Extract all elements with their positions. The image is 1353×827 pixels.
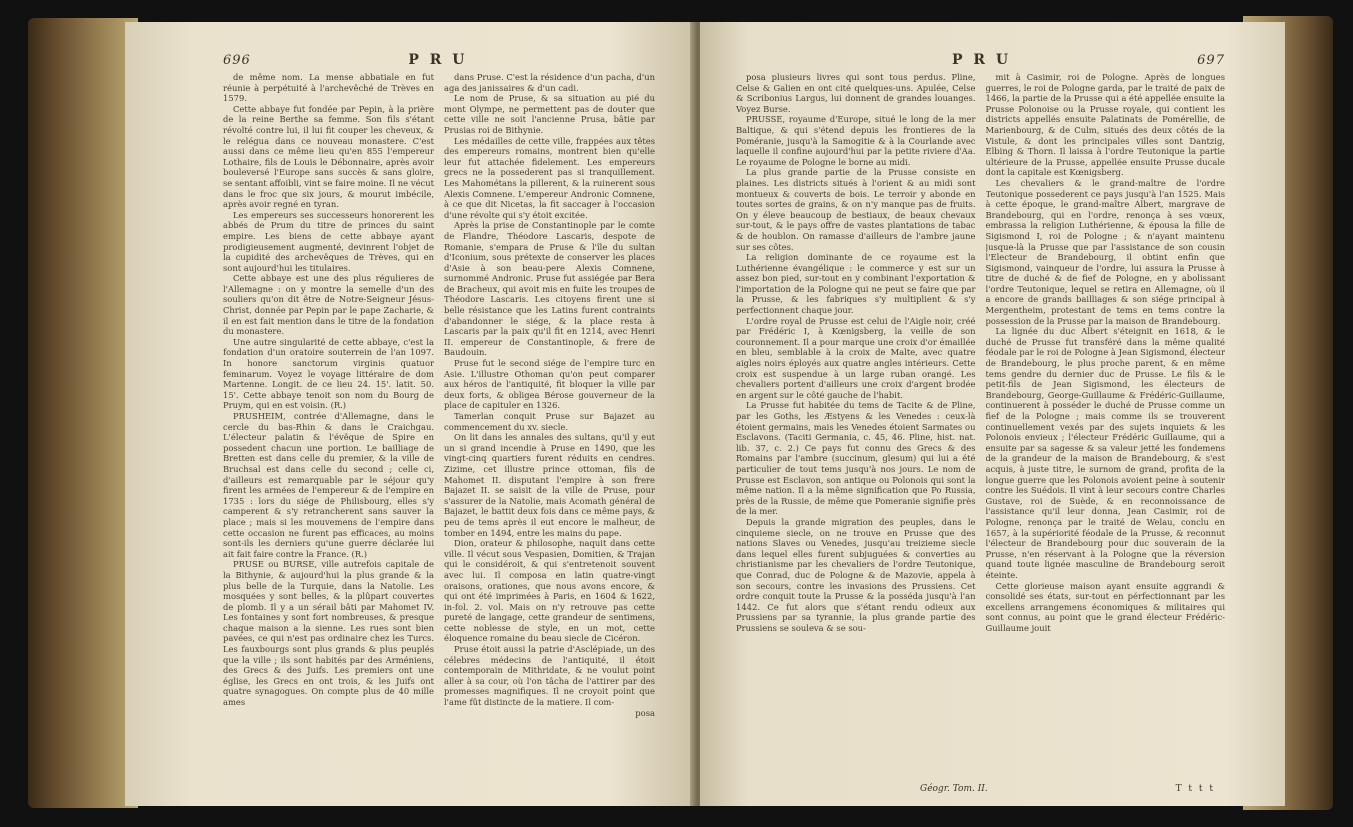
text-paragraph: PRUSSE, royaume d'Europe, situé le long de la mer Baltique, & qui s'étend depuis les frontieres de la Poméranie, jusqu'à la Samogitie & à la Courlande avec laquelle il confine aujourd'hui par la petite riviere d'Aa. Le royaume de Pologne le borne au midi. — [736, 114, 976, 167]
text-paragraph: La plus grande partie de la Prusse consiste en plaines. Les districts situés à l'orient & au midi sont montueux & couverts de bois. Le terroir y abonde en toutes sortes de grains, & on n'y manque pas de fruits. On y éleve beaucoup de bestiaux, de beaux chevaux sur-tout, & le pays offre de vastes plantations de tabac & de houblon. On ramasse d'ailleurs de l'ambre jaune sur ses côtes. — [736, 167, 976, 252]
left-column-1 — [223, 72, 434, 792]
left-page-number: 696 — [223, 53, 251, 68]
text-paragraph: Une autre singularité de cette abbaye, c'est la fondation d'un oratoire souterrein de l'an 1097. In honore sanctorum virginis quatuor feminarum. Voyez le voyage littéraire de dom Martenne. Longit. de ce lieu 24. 15'. latit. 50. 15'. Cette abbaye tenoit son nom du Bourg de Pruym, qui en est voisin. (R.) — [223, 336, 434, 411]
page-footer: Géogr. Tom. II. — [920, 784, 988, 794]
book-edge-left — [28, 18, 138, 808]
text-paragraph: Le nom de Pruse, & sa situation au pié du mont Olympe, ne permettent pas de douter que cette ville ne soit l'ancienne Prusa, bâtie par Prusias roi de Bithynie. — [444, 93, 655, 135]
text-paragraph: Depuis la grande migration des peuples, dans le cinquieme siecle, on ne trouve en Prusse que des nations Slaves ou Venedes, jusqu'au treizieme siecle dans lequel elles furent subjuguées & converties au christianisme par les chevaliers de l'ordre Teutonique, que Conrad, duc de Pologne & de Mazovie, appela à son secours, contre les invasions des Prussiens. Cet ordre conquit toute la Prusse & la posséda jusqu'à l'an 1442. Ce fut alors que s'étant rendu odieux aux Prussiens par sa tyrannie, la plus grande partie des Prussiens se souleva & se sou- — [736, 516, 976, 633]
text-paragraph: PRUSE ou BURSE, ville autrefois capitale de la Bithynie, & aujourd'hui la plus grande & la plus belle de la Turquie, dans la Natolie. Les mosquées y sont belles, & la plûpart couvertes de plomb. Il y a un sérail bâti par Mahomet IV. Les fontaines y sont fort nombreuses, & presque chaque maison a la sienne. Les rues sont bien pavées, ce qui n'est pas ordinaire chez les Turcs. Les fauxbourgs sont plus grands & plus peuplés que la ville ; ils sont habités par des Arméniens, des Grecs & des Juifs. Les premiers ont une église, les Grecs en ont trois, & les Juifs ont quatre synagogues. On compte plus de 40 mille ames — [223, 559, 434, 708]
text-paragraph: Les empereurs ses successeurs honorerent les abbés de Prum du titre de princes du saint empire. Les biens de cette abbaye ayant prodigieusement augmenté, devinrent l'objet de la cupidité des archevêques de Trèves, qui en sont aujourd'hui les titulaires. — [223, 209, 434, 273]
text-paragraph: Cette glorieuse maison ayant ensuite aggrandi & consolidé ses états, sur-tout en pérfectionnant par les excellens arrangemens économiques & militaires qui sont connus, au point que le grand électeur Frédéric-Guillaume jouit — [985, 580, 1225, 633]
left-running-head: P R U — [408, 52, 468, 68]
signature-mark: T t t t — [1175, 784, 1215, 794]
text-paragraph: Tamerlan conquit Pruse sur Bajazet au commencement du xv. siecle. — [444, 411, 655, 432]
catchword: posa — [635, 707, 655, 718]
text-paragraph: mit à Casimir, roi de Pologne. Après de longues guerres, le roi de Pologne garda, par le traité de paix de 1466, la partie de la Prusse qui a été appellée ensuite la Prusse Polonoise ou la Prusse royale, qui contient les districts appellés ensuite Palatinats de Pomérellie, de Marienbourg, & de Culm, situés des deux côtés de la Vistule, & dont les principales villes sont Dantzig, Elbing & Thorn. Il laissa à l'ordre Teutonique la partie ultérieure de la Prusse, appellée ensuite Prusse ducale dont la capitale est Kœnigsberg. — [985, 72, 1225, 178]
text-paragraph: L'ordre royal de Prusse est celui de l'Aigle noir, créé par Frédéric I, à Kœnigsberg, la veille de son couronnement. Il a pour marque une croix d'or émaillée en bleu, semblable à la croix de Malte, avec quatre aigles noirs éployés aux quatre angles intérieurs. Cette croix est suspendue à un large ruban orangé. Les chevaliers portent d'ailleurs une croix d'argent brodée en argent sur le côté gauche de l'habit. — [736, 315, 976, 400]
text-paragraph: Cette abbaye est une des plus régulieres de l'Allemagne : on y montre la semelle d'un des souliers qu'on dit être de Notre-Seigneur Jésus-Christ, donnée par Pepin par le pape Zacharie, & il en est fait mention dans le titre de la fondation du monastere. — [223, 273, 434, 337]
left-page — [125, 22, 695, 806]
text-paragraph: Après la prise de Constantinople par le comte de Flandre, Théodore Lascaris, despote de Romanie, s'empara de Pruse & l'île du sultan d'Iconium, sous prétexte de conserver les places d'Asie à son beau-pere Alexis Comnene, surnommé Andronic. Pruse fut assiégée par Bera de Bracheux, qui avoit mis en fuite les troupes de Théodore Lascaris. Les citoyens firent une si belle résistance que les Latins furent contraints d'abandonner le siége, & la place resta à Lascaris par la paix qu'il fit en 1214, avec Henri II. empereur de Constantinople, & frere de Baudouin. — [444, 220, 655, 358]
text-paragraph: dans Pruse. C'est la résidence d'un pacha, d'un aga des janissaires & d'un cadi. — [444, 72, 655, 93]
text-paragraph: La lignée du duc Albert s'éteignit en 1618, & le duché de Prusse fut transféré dans la même qualité féodale par le roi de Pologne à Jean Sigismond, électeur de Brandebourg, le plus proche parent, & en même tems gendre du dernier duc de Prusse. Le fils & le petit-fils de Jean Sigismond, les électeurs de Brandebourg, George-Guillaume & Frédéric-Guillaume, continuerent à posséder le duché de Prusse comme un fief de la Pologne ; mais comme ils se trouverent continuellement vexés par des sujets inquiets & les Polonois envieux ; l'électeur Frédéric Guillaume, qui a ensuite par sa sagesse & sa valeur jetté les fondemens de la grandeur de la maison de Brandebourg, & s'est acquis, à juste titre, le surnom de grand, profita de la longue guerre que les Polonois avoient peine à soutenir contre les Suédois. Il vint à leur secours contre Charles Gustave, roi de Suède, & en reconnoissance de l'assistance qu'il leur donna, Jean Casimir, roi de Pologne, renonça par le traité de Welau, conclu en 1657, à la supériorité féodale de la Prusse, & reconnut l'électeur de Brandebourg pour duc souverain de la Prusse, n'en réservant à la Pologne que la réversion quand toute lignée masculine de Brandebourg seroit éteinte. — [985, 326, 1225, 580]
text-paragraph: Les médailles de cette ville, frappées aux têtes des empereurs romains, montrent bien qu'elle leur fut attachée fidelement. Les empereurs grecs ne la possederent pas si tranquillement. Les Mahométans la pillerent, & la ruinerent sous Alexis Comnene. L'empereur Andronic Comnene, à ce que dit Nicetas, la fit saccager à l'occasion d'une révolte qui s'y étoit excitée. — [444, 135, 655, 220]
text-paragraph: Pruse étoit aussi la patrie d'Asclépiade, un des célebres médecins de l'antiquité, il étoit contemporain de Mithridate, & ne voulut point aller à sa cour, où l'on tâcha de l'attirer par des promesses magnifiques. Il ne croyoit point que l'ame fût distincte de la matiere. Il com- — [444, 644, 655, 708]
right-page-number: 697 — [1197, 53, 1225, 68]
right-running-head: P R U — [952, 52, 1012, 68]
text-paragraph: PRUSHEIM, contrée d'Allemagne, dans le cercle du bas-Rhin & dans le Craichgau. L'électeur palatin & l'évêque de Spire en possedent chacun une portion. Le bailliage de Bretten est dans celle du premier, & la ville de Bruchsal est dans celle du second ; celle ci, d'ailleurs est remarquable par le séjour qu'y firent les armées de l'empereur & de l'empire en 1735 : lors du siége de Philisbourg, elles s'y camperent & s'y retrancherent sans sauver la place ; mais si les mouvemens de l'empire dans cette occasion ne furent pas efficaces, au moins sont-ils les derniers qu'une guerre déclarée lui ait fait faire contre la France. (R.) — [223, 411, 434, 559]
left-page-header — [223, 52, 655, 68]
text-paragraph: La Prusse fut habitée du tems de Tacite & de Pline, par les Goths, les Æstyens & les Venedes : ceux-là étoient germains, mais les Venedes étoient Sarmates ou Esclavons. (Taciti Germania, c. 45, 46. Pline, hist. nat. lib. 37, c. 2.) Ce pays fut connu des Grecs & des Romains par l'ambre (succinum, glesum) qui lui a été particulier de tout tems jusqu'à nos jours. Le nom de Prusse est Esclavon, son antique ou Polonois qui sont la même nation. Il a la même signification que Po Russia, près de la Russie, de même que Pomeranie signifie près de la mer. — [736, 400, 976, 517]
text-paragraph: de même nom. La mense abbatiale en fut réunie à perpétuité à l'archevêché de Trèves en 1579. — [223, 72, 434, 104]
text-paragraph: Dion, orateur & philosophe, naquit dans cette ville. Il vécut sous Vespasien, Domitien, & Trajan qui le considéroit, & qui s'entretenoit souvent avec lui. Il composa en latin quatre-vingt oraisons, orationes, que nous avons encore, & qui ont été imprimées à Paris, en 1604 & 1622, in-fol. 2. vol. Mais on n'y retrouve pas cette pureté de langage, cette grandeur de sentimens, cette noblesse de style, en un mot, cette éloquence romaine du beau siecle de Cicéron. — [444, 538, 655, 644]
text-paragraph: posa plusieurs livres qui sont tous perdus. Pline, Celse & Galien en ont cité quelques-uns. Apulée, Celse & Scribonius Largus, lui donnent de grandes louanges. Voyez Burse. — [736, 72, 976, 114]
text-paragraph: Cette abbaye fut fondée par Pepin, à la prière de la reine Berthe sa femme. Son fils s'étant révolté contre lui, il lui fit couper les cheveux, & le relégua dans ce nouveau monastere. C'est aussi dans ce même lieu qu'en 855 l'empereur Lothaire, fils de Louis le Débonnaire, après avoir bouleversé l'Europe sans succès & sans gloire, se sentant affoibli, vint se faire moine. Il ne vécut dans le froc que six jours, & mourut imbécile, après avoir regné en tyran. — [223, 103, 434, 210]
right-column-2 — [986, 72, 1226, 792]
text-paragraph: Les chevaliers & le grand-maître de l'ordre Teutonique possederent ce pays jusqu'à l'an 1525. Mais à cette époque, le grand-maître Albert, margrave de Brandebourg, qui en l'ordre, renonça à ses vœux, embrassa la religion Luthérienne, & épousa la fille de Sigismond I, roi de Pologne ; & n'ayant maintenu jusque-là la Prusse que par l'assistance de son cousin l'Electeur de Brandebourg, il obtint enfin que Sigismond, vainqueur de l'ordre, lui assura la Prusse à titre de duché & de fief de Pologne, en y abolissant l'ordre Teutonique, lequel se retira en Allemagne, où il a encore de grands bailliages & son siége principal à Mergentheim, protestant de tems en tems contre la possession de la Prusse par la maison de Brandebourg. — [985, 177, 1225, 326]
right-column-1 — [736, 72, 976, 792]
text-paragraph: On lit dans les annales des sultans, qu'il y eut un si grand incendie à Pruse en 1490, que les vingt-cinq quartiers furent réduits en cendres. Zizime, cet illustre prince ottoman, fils de Mahomet II. disputant l'empire à son frere Bajazet II. se saisit de la ville de Pruse, pour s'assurer de la Natolie, mais Acomath général de Bajazet, le battit deux fois dans ce même pays, & peu de tems après il eut encore le malheur, de tomber en 1494, entre les mains du pape. — [444, 432, 655, 538]
left-column-2 — [444, 72, 655, 792]
right-page-header — [736, 52, 1225, 68]
text-paragraph: Pruse fut le second siége de l'empire turc en Asie. L'illustre Othoman qu'on peut comparer aux héros de l'antiquité, fit bloquer la ville par deux forts, & obligea Bérose gouverneur de la place de capituler en 1326. — [444, 358, 655, 411]
text-paragraph: La religion dominante de ce royaume est la Luthérienne évangélique : le commerce y est sur un assez bon pied, sur-tout en y combinant l'exportation & l'importation de la Pologne qui ne peut se faire que par la Prusse, & les fabriques s'y multiplient & s'y perfectionnent chaque jour. — [736, 252, 976, 316]
right-page — [700, 22, 1285, 806]
